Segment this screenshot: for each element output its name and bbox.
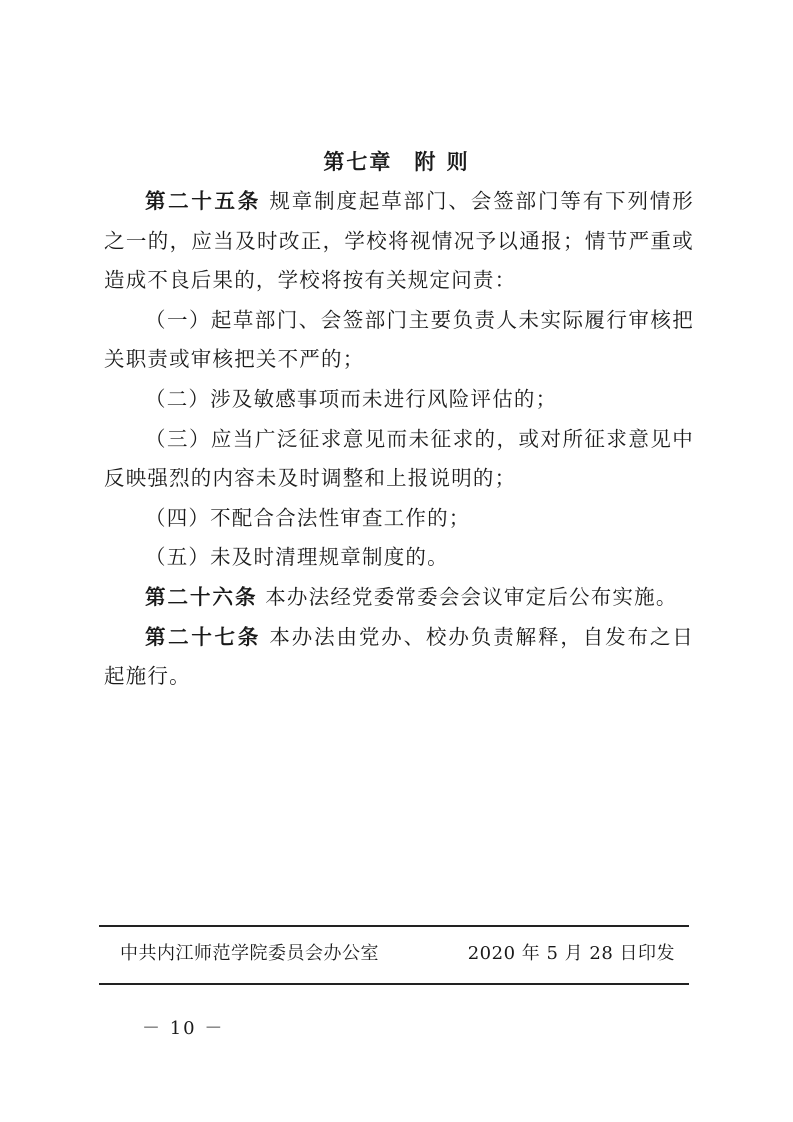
body-text: [104, 182, 694, 697]
article-number: 第二十五条: [145, 189, 261, 213]
item-text: （三）应当广泛征求意见而未征求的，或对所征求意见中反映强烈的内容未及时调整和上报说明的；: [104, 426, 694, 491]
issue-date: 2020 年 5 月 28 日印发: [467, 943, 675, 964]
item-text: （五）未及时清理规章制度的。: [145, 545, 449, 570]
item-text: （二）涉及敏感事项而未进行风险评估的；: [145, 386, 558, 411]
chapter-title: [0, 147, 793, 177]
item-text: （一）起草部门、会签部门主要负责人未实际履行审核把关职责或审核把关不严的；: [104, 307, 694, 372]
item-1: [104, 301, 694, 380]
chapter-number: 第七章: [323, 150, 393, 174]
article-number: 第二十六条: [145, 584, 258, 609]
footer-top-rule: [99, 925, 689, 927]
item-3: [104, 420, 694, 499]
article-27: [104, 618, 694, 697]
chapter-name: 附 则: [414, 150, 470, 174]
item-2: [104, 380, 694, 420]
page-number: － 10 －: [142, 1018, 225, 1039]
item-4: [104, 499, 694, 539]
article-number: 第二十七条: [145, 624, 261, 649]
item-text: （四）不配合合法性审查工作的；: [145, 505, 471, 530]
article-25: [104, 182, 694, 301]
footer-bottom-rule: [99, 983, 689, 985]
article-text: 规章制度起草部门、会签部门等有下列情形之一的，应当及时改正，学校将视情况予以通报；情节严重或造成不良后果的，学校将按有关规定问责：: [104, 189, 695, 293]
article-text: 本办法由党办、校办负责解释，自发布之日起施行。: [104, 624, 695, 689]
article-text: 本办法经党委常委会会议审定后公布实施。: [257, 584, 678, 609]
issuance-footer: [120, 941, 675, 967]
article-26: [104, 578, 694, 618]
issuer-name: 中共内江师范学院委员会办公室: [120, 943, 379, 964]
item-5: [104, 538, 694, 578]
